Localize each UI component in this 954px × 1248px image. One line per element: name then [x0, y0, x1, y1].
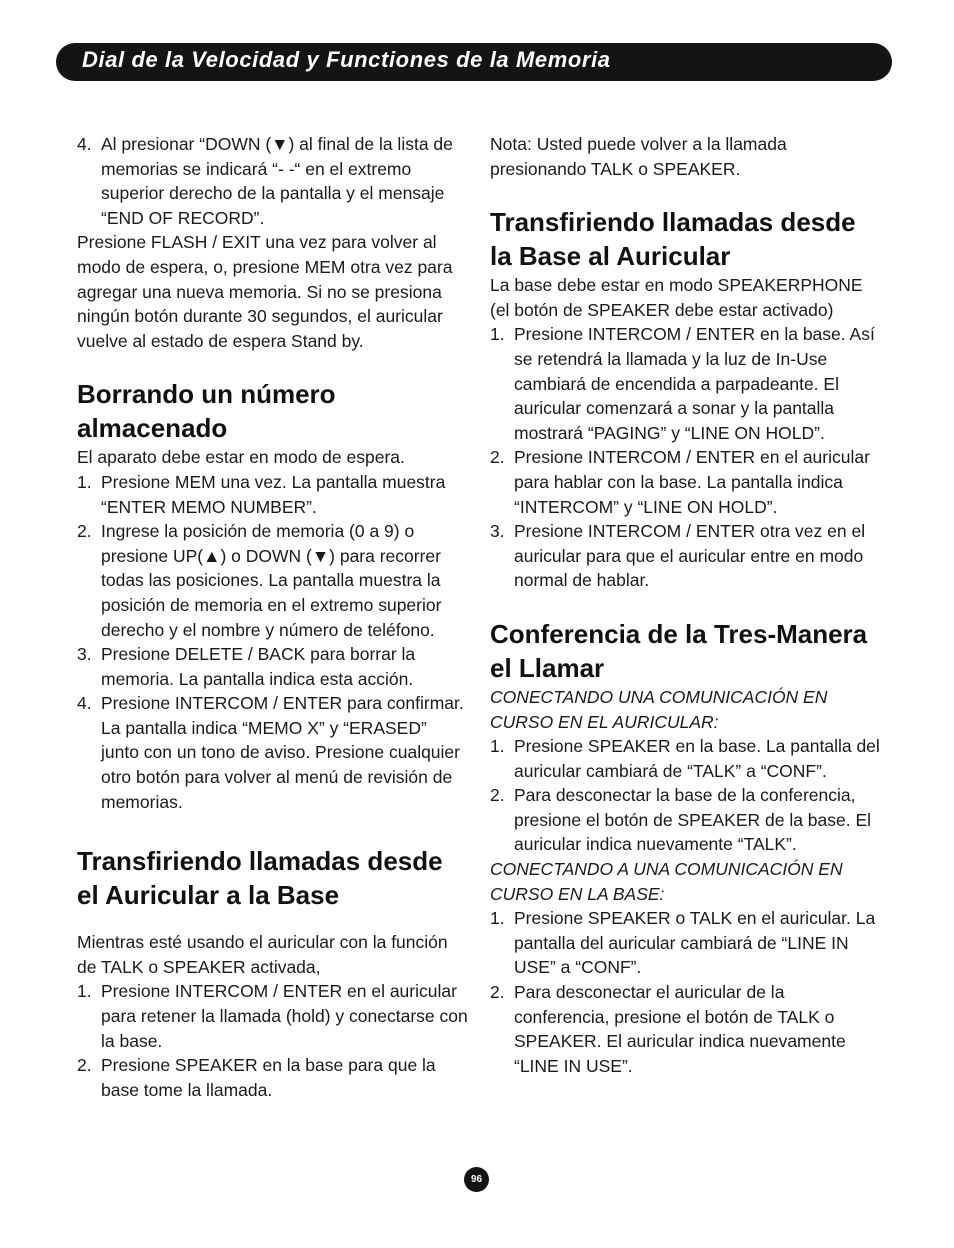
- list-item-text: Al presionar “DOWN (▼) al final de la lista de memorias se indicará “- -“ en el extremo superior derecho de la pantalla y el mensaje “END OF RECORD”.: [101, 134, 453, 228]
- list-item-number: 4.: [77, 693, 92, 714]
- list-item-number: 1.: [77, 981, 92, 1002]
- subheading: CONECTANDO UNA COMUNICACIÓN EN CURSO EN EL AURICULAR:: [490, 686, 828, 732]
- list-item: [77, 519, 469, 642]
- list-item-number: 1.: [490, 908, 505, 929]
- list-item-text: Presione INTERCOM / ENTER para confirmar. La pantalla indica “MEMO X” y “ERASED” junto con un tono de aviso. Presione cualquier otro botón para volver al menú de revisión de memorias.: [101, 693, 464, 812]
- list-item-number: 3.: [77, 644, 92, 665]
- list-item-text: Presione INTERCOM / ENTER en la base. Así se retendrá la llamada y la luz de In-Use cambiará de encendida a parpadeante. El auricular comenzará a sonar y la pantalla mostrará “PAGING” y “LINE ON HOLD”.: [514, 324, 875, 443]
- list-item-text: Presione SPEAKER o TALK en el auricular. La pantalla del auricular cambiará de “LINE IN USE” a “CONF”.: [514, 908, 876, 978]
- left-column: [77, 132, 469, 1102]
- subheading: CONECTANDO A UNA COMUNICACIÓN EN CURSO EN LA BASE:: [490, 859, 843, 904]
- list-item-text: Presione INTERCOM / ENTER en el auricular para retener la llamada (hold) y conectarse con la base.: [101, 981, 468, 1051]
- list-item-text: Ingrese la posición de memoria (0 a 9) o presione UP(▲) o DOWN (▼) para recorrer todas las posiciones. La pantalla muestra la posición de memoria en el extremo superior derecho y el nombre y número de teléfono.: [101, 521, 442, 640]
- list-item-number: 2.: [77, 1055, 92, 1076]
- list-item: [490, 322, 882, 445]
- list-item-text: Presione SPEAKER en la base para que la base tome la llamada.: [101, 1055, 436, 1100]
- list-item: [77, 1053, 469, 1102]
- list-item-text: Presione MEM una vez. La pantalla muestra “ENTER MEMO NUMBER”.: [101, 471, 446, 517]
- list-item-text: Presione INTERCOM / ENTER otra vez en el auricular para que el auricular entre en modo normal de hablar.: [514, 521, 866, 591]
- list-item: [77, 691, 469, 814]
- page-title: Dial de la Velocidad y Functiones de la Memoria: [82, 47, 611, 72]
- list-item-text: Presione DELETE / BACK para borrar la memoria. La pantalla indica esta acción.: [101, 644, 416, 689]
- list-item: [490, 980, 882, 1078]
- page-number: 96: [464, 1167, 489, 1192]
- list-item: [77, 979, 469, 1053]
- paragraph: Presione FLASH / EXIT una vez para volver al modo de espera, o, presione MEM otra vez para agregar una nueva memoria. Si no se presiona ningún botón durante 30 segundos, el auricular vuelve al estado de espera Stand by.: [77, 232, 453, 351]
- section-heading: Conferencia de la Tres-Manera el Llamar: [490, 618, 868, 683]
- list-item-number: 2.: [77, 521, 92, 542]
- list-item-number: 1.: [490, 324, 505, 345]
- list-item-number: 2.: [490, 785, 505, 806]
- list-item-text: Para desconectar la base de la conferencia, presione el botón de SPEAKER de la base. El auricular indica nuevamente “TALK”.: [514, 785, 872, 855]
- section-heading: Borrando un número almacenado: [77, 379, 336, 444]
- list-item-number: 2.: [490, 447, 505, 468]
- right-column: [490, 132, 882, 1078]
- list-item: [490, 445, 882, 519]
- list-item-number: 4.: [77, 134, 92, 154]
- list-item: [490, 906, 882, 980]
- header-bar: [56, 43, 892, 81]
- note: Nota: Usted puede volver a la llamada presionando TALK o SPEAKER.: [490, 134, 787, 179]
- list-item: [490, 734, 882, 783]
- list-item: [77, 132, 469, 230]
- list-item-number: 1.: [490, 736, 505, 757]
- section-lead: El aparato debe estar en modo de espera.: [77, 447, 405, 468]
- list-item-number: 1.: [77, 471, 92, 492]
- list-item: [77, 470, 469, 519]
- section-lead: Mientras esté usando el auricular con la función de TALK o SPEAKER activada,: [77, 932, 448, 977]
- list-item-number: 2.: [490, 982, 505, 1003]
- section-lead: La base debe estar en modo SPEAKERPHONE (el botón de SPEAKER debe estar activado): [490, 275, 863, 320]
- section-heading: Transfiriendo llamadas desde el Auricular a la Base: [77, 846, 443, 911]
- list-item: [490, 519, 882, 593]
- list-item: [490, 783, 882, 857]
- list-item-text: Presione INTERCOM / ENTER en el auricular para hablar con la base. La pantalla indica “INTERCOM” y “LINE ON HOLD”.: [514, 447, 870, 517]
- list-item: [77, 642, 469, 691]
- list-item-number: 3.: [490, 521, 505, 542]
- list-item-text: Presione SPEAKER en la base. La pantalla del auricular cambiará de “TALK” a “CONF”.: [514, 736, 880, 781]
- list-item-text: Para desconectar el auricular de la conferencia, presione el botón de TALK o SPEAKER. El auricular indica nuevamente “LINE IN USE”.: [514, 982, 846, 1076]
- section-heading: Transfiriendo llamadas desde la Base al Auricular: [490, 207, 856, 272]
